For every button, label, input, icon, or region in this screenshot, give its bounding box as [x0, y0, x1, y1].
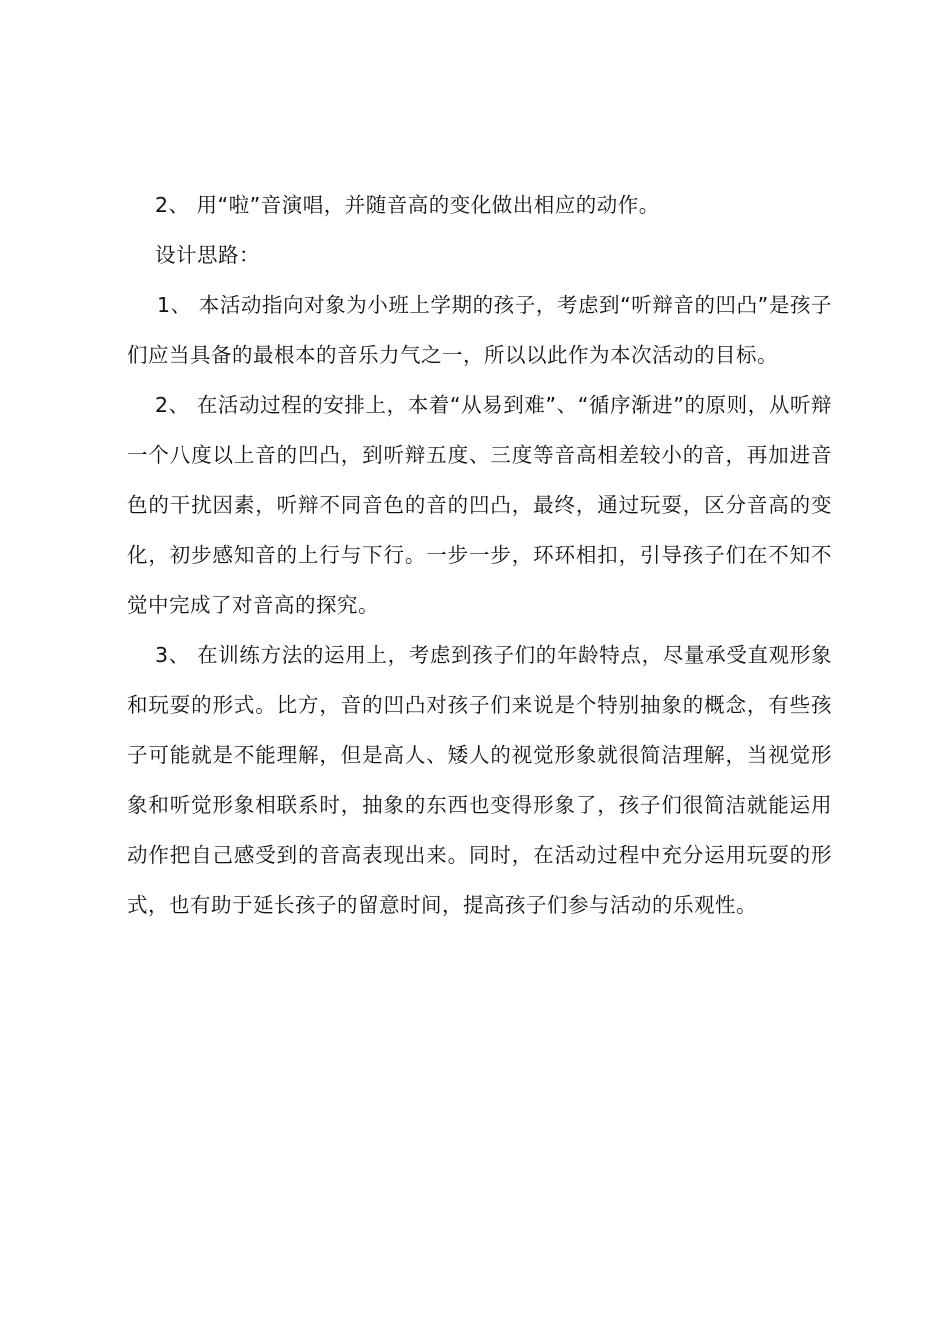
design-ideas-heading: 设计思路：: [155, 243, 260, 267]
document-body: [127, 180, 832, 930]
objective-item-2: 2、 用“啦”音演唱，并随音高的变化做出相应的动作。: [155, 193, 660, 217]
design-idea-1: 1、 本活动指向对象为小班上学期的孩子，考虑到“听辩音的凹凸”是孩子们应当具备的最根本的音乐力气之一，所以以此作为本次活动的目标。: [127, 293, 832, 367]
design-idea-3: 3、 在训练方法的运用上，考虑到孩子们的年龄特点，尽量承受直观形象和玩耍的形式。比方，音的凹凸对孩子们来说是个特别抽象的概念，有些孩子可能就是不能理解，但是高人、矮人的视觉形象就很简洁理解，当视觉形象和听觉形象相联系时，抽象的东西也变得形象了，孩子们很简洁就能运用动作把自己感受到的音高表现出来。同时，在活动过程中充分运用玩耍的形式，也有助于延长孩子的留意时间，提高孩子们参与活动的乐观性。: [127, 643, 832, 917]
design-idea-2: 2、 在活动过程的安排上，本着“从易到难”、“循序渐进”的原则，从听辩一个八度以上音的凹凸，到听辩五度、三度等音高相差较小的音，再加进音色的干扰因素，听辩不同音色的音的凹凸，最终，通过玩耍，区分音高的变化，初步感知音的上行与下行。一步一步，环环相扣，引导孩子们在不知不觉中完成了对音高的探究。: [127, 393, 832, 617]
